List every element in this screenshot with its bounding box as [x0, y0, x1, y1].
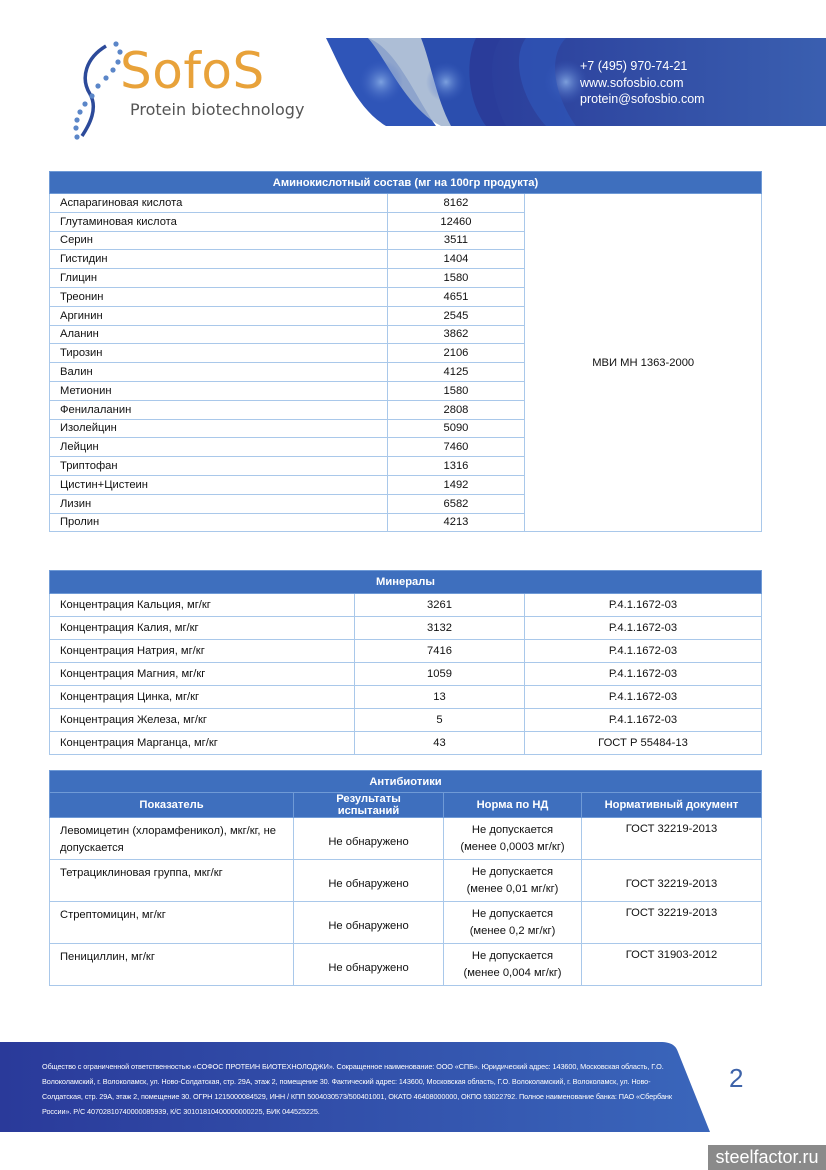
amino-name: Фенилаланин — [50, 400, 388, 419]
antibiotic-name: Пенициллин, мг/кг — [50, 944, 294, 986]
page-footer — [0, 1042, 826, 1132]
amino-table-title: Аминокислотный состав (мг на 100гр продукта) — [50, 172, 762, 194]
mineral-value: 7416 — [355, 640, 525, 663]
amino-name: Тирозин — [50, 344, 388, 363]
mineral-name: Концентрация Кальция, мг/кг — [50, 594, 355, 617]
amino-value: 1404 — [387, 250, 525, 269]
amino-name: Глицин — [50, 269, 388, 288]
mineral-method: ГОСТ Р 55484-13 — [525, 732, 762, 755]
table-row — [50, 709, 762, 732]
antibiotic-name: Левомицетин (хлорамфеникол), мкг/кг, не допускается — [50, 818, 294, 860]
antibiotic-result: Не обнаружено — [294, 860, 444, 902]
mineral-value: 13 — [355, 686, 525, 709]
amino-value: 4125 — [387, 363, 525, 382]
mineral-value: 3132 — [355, 617, 525, 640]
legal-info-text: Общество с ограниченной ответственностью «СОФОС ПРОТЕИН БИОТЕХНОЛОДЖИ». Сокращенное наименование: ООО «СПБ». Юридический адрес: 143600, Московская область, Г.О. Волоколамский, г. Волоколамск, ул. Ново-Солдатская, стр. 29А, этаж 2, помещение 30. Фактический адрес: 143600, Московская область, Г.О. Волоколамский, г. Волоколамск, ул. Ново-Солдатская, стр. 29А, этаж 2, помещение 30. ОГРН 1215000084529, ИНН / КПП 5004030573/500401001, ОКАТО 46408000000, ОКПО 53022792. Полное наименование банка: ПАО «Сбербанк России». Р/С 40702810740000085939, К/С 30101810400000000225, БИК 044525225. — [42, 1062, 672, 1116]
mineral-name: Концентрация Железа, мг/кг — [50, 709, 355, 732]
antibiotic-doc: ГОСТ 32219-2013 — [582, 902, 762, 944]
mineral-value: 5 — [355, 709, 525, 732]
antibiotics-table — [49, 770, 762, 986]
page-number: 2 — [729, 1063, 744, 1093]
amino-value: 7460 — [387, 438, 525, 457]
antibiotic-norm — [444, 860, 582, 902]
amino-value: 1316 — [387, 457, 525, 476]
mineral-method: Р.4.1.1672-03 — [525, 617, 762, 640]
mineral-method: Р.4.1.1672-03 — [525, 686, 762, 709]
amino-value: 1580 — [387, 381, 525, 400]
antibiotic-result: Не обнаружено — [294, 944, 444, 986]
amino-name: Валин — [50, 363, 388, 382]
amino-value: 6582 — [387, 494, 525, 513]
antibiotics-table-title: Антибиотики — [50, 771, 762, 793]
amino-name: Серин — [50, 231, 388, 250]
antibiotic-doc: ГОСТ 31903-2012 — [582, 944, 762, 986]
amino-value: 3511 — [387, 231, 525, 250]
amino-value: 8162 — [387, 194, 525, 213]
mineral-method: Р.4.1.1672-03 — [525, 709, 762, 732]
header-banner — [326, 38, 826, 126]
antibiotic-norm — [444, 902, 582, 944]
amino-value: 2545 — [387, 306, 525, 325]
watermark: steelfactor.ru — [708, 1145, 826, 1170]
norm-text: Не допускается — [471, 950, 554, 962]
logo-tagline: Protein biotechnology — [130, 100, 305, 119]
amino-name: Пролин — [50, 513, 388, 532]
norm-limit: (менее 0,004 мг/кг) — [463, 967, 562, 979]
amino-name: Метионин — [50, 381, 388, 400]
mineral-name: Концентрация Калия, мг/кг — [50, 617, 355, 640]
mineral-name: Концентрация Марганца, мг/кг — [50, 732, 355, 755]
amino-value: 4213 — [387, 513, 525, 532]
column-header: Нормативный документ — [582, 793, 762, 818]
amino-value: 2808 — [387, 400, 525, 419]
company-logo — [68, 38, 318, 143]
amino-value: 1580 — [387, 269, 525, 288]
table-row — [50, 594, 762, 617]
antibiotic-result: Не обнаружено — [294, 818, 444, 860]
antibiotic-result: Не обнаружено — [294, 902, 444, 944]
table-row — [50, 640, 762, 663]
amino-value: 12460 — [387, 212, 525, 231]
amino-name: Глутаминовая кислота — [50, 212, 388, 231]
amino-name: Лизин — [50, 494, 388, 513]
mineral-value: 43 — [355, 732, 525, 755]
amino-value: 5090 — [387, 419, 525, 438]
amino-name: Треонин — [50, 287, 388, 306]
amino-name: Аспарагиновая кислота — [50, 194, 388, 213]
table-row — [50, 860, 762, 902]
amino-name: Аргинин — [50, 306, 388, 325]
table-row — [50, 944, 762, 986]
mineral-name: Концентрация Цинка, мг/кг — [50, 686, 355, 709]
wave-decoration-icon — [326, 38, 826, 126]
mineral-method: Р.4.1.1672-03 — [525, 640, 762, 663]
dna-helix-icon — [68, 38, 128, 143]
amino-name: Изолейцин — [50, 419, 388, 438]
contact-info — [580, 58, 705, 108]
column-header: Результаты испытаний — [294, 793, 444, 818]
logo-wordmark: SofoS — [120, 42, 265, 100]
table-row — [50, 902, 762, 944]
table-row — [50, 663, 762, 686]
amino-method: МВИ МН 1363-2000 — [525, 194, 762, 532]
mineral-method: Р.4.1.1672-03 — [525, 663, 762, 686]
norm-limit: (менее 0,0003 мг/кг) — [460, 841, 565, 853]
website-link[interactable]: www.sofosbio.com — [580, 75, 684, 90]
amino-name: Цистин+Цистеин — [50, 475, 388, 494]
email-link[interactable]: protein@sofosbio.com — [580, 92, 705, 106]
norm-limit: (менее 0,01 мг/кг) — [466, 883, 559, 895]
minerals-table-title: Минералы — [50, 571, 762, 594]
table-row — [50, 686, 762, 709]
mineral-value: 3261 — [355, 594, 525, 617]
antibiotic-norm — [444, 818, 582, 860]
amino-value: 1492 — [387, 475, 525, 494]
mineral-name: Концентрация Натрия, мг/кг — [50, 640, 355, 663]
antibiotic-norm — [444, 944, 582, 986]
antibiotic-name: Стрептомицин, мг/кг — [50, 902, 294, 944]
antibiotic-doc: ГОСТ 32219-2013 — [582, 818, 762, 860]
antibiotic-name: Тетрациклиновая группа, мкг/кг — [50, 860, 294, 902]
table-row — [50, 617, 762, 640]
column-header: Норма по НД — [444, 793, 582, 818]
antibiotic-doc: ГОСТ 32219-2013 — [582, 860, 762, 902]
amino-name: Гистидин — [50, 250, 388, 269]
table-row — [50, 732, 762, 755]
mineral-name: Концентрация Магния, мг/кг — [50, 663, 355, 686]
norm-text: Не допускается — [471, 866, 554, 878]
amino-acid-table — [49, 171, 762, 532]
norm-text: Не допускается — [471, 908, 554, 920]
amino-name: Лейцин — [50, 438, 388, 457]
table-row — [50, 194, 762, 213]
amino-name: Аланин — [50, 325, 388, 344]
amino-name: Триптофан — [50, 457, 388, 476]
table-row — [50, 818, 762, 860]
phone-number[interactable]: +7 (495) 970-74-21 — [580, 59, 688, 73]
amino-value: 3862 — [387, 325, 525, 344]
norm-limit: (менее 0,2 мг/кг) — [469, 925, 556, 937]
amino-value: 2106 — [387, 344, 525, 363]
amino-value: 4651 — [387, 287, 525, 306]
minerals-table — [49, 570, 762, 755]
mineral-value: 1059 — [355, 663, 525, 686]
column-header: Показатель — [50, 793, 294, 818]
norm-text: Не допускается — [471, 824, 554, 836]
mineral-method: Р.4.1.1672-03 — [525, 594, 762, 617]
